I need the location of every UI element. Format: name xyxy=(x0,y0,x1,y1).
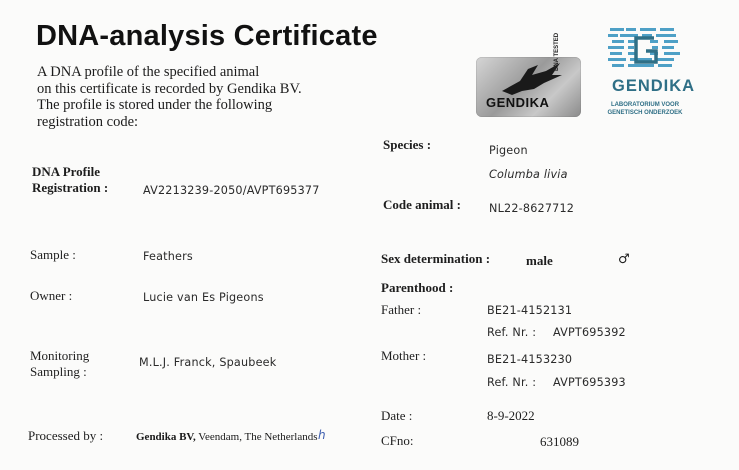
logo-subtitle-line: LABORATORIUM VOOR xyxy=(610,102,680,108)
mother-label: Mother : xyxy=(381,348,427,363)
father-ref-value: AVPT695392 xyxy=(553,326,626,339)
species-common: Pigeon xyxy=(489,144,528,157)
male-symbol-icon: ♂ xyxy=(618,252,630,267)
species-label: Species : xyxy=(383,137,432,152)
intro-line: on this certificate is recorded by Gendika BV. xyxy=(37,80,302,97)
monitoring-label xyxy=(30,348,89,380)
code-animal-label: Code animal : xyxy=(383,197,461,212)
logo-subtitle-line: GENETISCH ONDERZOEK xyxy=(607,109,683,116)
monitoring-label-line: Monitoring xyxy=(30,348,90,363)
processed-value xyxy=(136,431,318,443)
registration-label xyxy=(32,164,108,196)
processed-location: Veendam, The Netherlands xyxy=(195,431,318,443)
mother-ref-value: AVPT695393 xyxy=(553,376,626,389)
cfno-value: 631089 xyxy=(540,434,579,449)
logo-brand-name: GENDIKA xyxy=(612,77,696,95)
sex-value: male xyxy=(526,253,553,268)
certificate-title: DNA-analysis Certificate xyxy=(36,20,378,52)
owner-value: Lucie van Es Pigeons xyxy=(143,291,264,304)
registration-label-line: DNA Profile xyxy=(32,164,100,179)
registration-label-line: Registration : xyxy=(32,180,109,195)
date-label: Date : xyxy=(381,408,413,423)
dna-tested-seal xyxy=(476,32,581,117)
date-value: 8-9-2022 xyxy=(487,408,535,423)
mother-ref-label: Ref. Nr. : xyxy=(487,376,537,389)
initial-mark: h xyxy=(318,428,326,442)
sample-value: Feathers xyxy=(143,250,193,263)
cfno-label: CFno: xyxy=(381,433,414,448)
sample-label: Sample : xyxy=(30,247,76,262)
monitoring-label-line: Sampling : xyxy=(30,364,87,379)
parenthood-label: Parenthood : xyxy=(381,280,454,295)
code-animal-value: NL22-8627712 xyxy=(489,202,575,215)
gendika-logo-icon xyxy=(606,24,686,76)
processed-company: Gendika BV, xyxy=(136,431,196,443)
father-value: BE21-4152131 xyxy=(487,304,573,317)
registration-value: AV2213239-2050/AVPT695377 xyxy=(143,184,320,197)
seal-brand: GENDIKA xyxy=(486,95,550,110)
logo-subtitle xyxy=(604,102,686,117)
father-ref-label: Ref. Nr. : xyxy=(487,326,537,339)
sex-determination-label: Sex determination : xyxy=(381,251,491,266)
intro-line: A DNA profile of the specified animal xyxy=(37,64,260,80)
mother-value: BE21-4153230 xyxy=(487,353,573,366)
father-label: Father : xyxy=(381,302,422,317)
seal-tested-label: DNA TESTED xyxy=(554,32,560,71)
owner-label: Owner : xyxy=(30,288,73,303)
intro-line: The profile is stored under the following xyxy=(37,97,273,113)
processed-label: Processed by : xyxy=(28,428,104,443)
intro-text xyxy=(37,64,327,130)
monitoring-value: M.L.J. Franck, Spaubeek xyxy=(139,356,277,369)
species-latin: Columba livia xyxy=(489,168,568,181)
intro-line: registration code: xyxy=(37,113,139,130)
